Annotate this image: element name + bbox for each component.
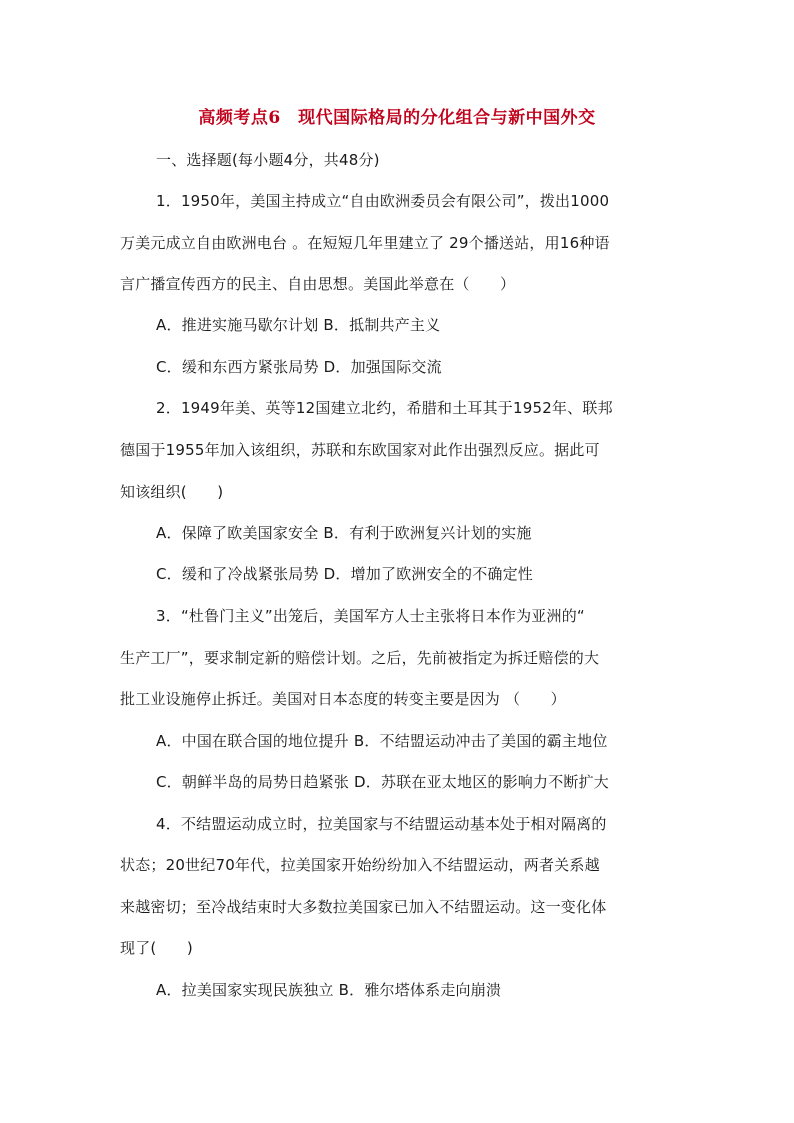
question-4-options-ab: A．拉美国家实现民族独立 B．雅尔塔体系走向崩溃 (156, 981, 502, 999)
question-1-line-3: 言广播宣传西方的民主、自由思想。美国此举意在（ ） (120, 275, 516, 293)
question-2-line-2: 德国于1955年加入该组织，苏联和东欧国家对此作出强烈反应。据此可 (120, 441, 600, 459)
page-title: 高频考点6 现代国际格局的分化组合与新中国外交 (198, 108, 596, 128)
question-3-line-1: 3．“杜鲁门主义”出笼后，美国军方人士主张将日本作为亚洲的“ (156, 607, 585, 625)
question-1-line-2: 万美元成立自由欧洲电台 。在短短几年里建立了 29个播送站，用16种语 (120, 234, 610, 252)
question-2-options-ab: A．保障了欧美国家安全 B．有利于欧洲复兴计划的实施 (156, 524, 532, 542)
question-3-line-2: 生产工厂”，要求制定新的赔偿计划。之后，先前被指定为拆迁赔偿的大 (120, 649, 600, 667)
question-4-line-2: 状态；20世纪70年代，拉美国家开始纷纷加入不结盟运动，两者关系越 (120, 856, 600, 874)
question-2-options-cd: C．缓和了冷战紧张局势 D．增加了欧洲安全的不确定性 (156, 565, 533, 583)
question-3-options-cd: C．朝鲜半岛的局势日趋紧张 D．苏联在亚太地区的影响力不断扩大 (156, 773, 609, 791)
question-4-line-1: 4．不结盟运动成立时，拉美国家与不结盟运动基本处于相对隔离的 (156, 815, 607, 833)
question-1-options-ab: A．推进实施马歇尔计划 B．抵制共产主义 (156, 316, 441, 334)
question-2-line-3: 知该组织( ) (120, 483, 224, 501)
question-2-line-1: 2．1949年美、英等12国建立北约，希腊和土耳其于1952年、联邦 (156, 399, 613, 417)
question-4-line-3: 来越密切；至冷战结束时大多数拉美国家已加入不结盟运动。这一变化体 (120, 898, 607, 916)
question-3-options-ab: A．中国在联合国的地位提升 B．不结盟运动冲击了美国的霸主地位 (156, 732, 608, 750)
question-4-line-4: 现了( ) (120, 939, 193, 957)
question-1-options-cd: C．缓和东西方紧张局势 D．加强国际交流 (156, 358, 442, 376)
section-heading: 一、选择题(每小题4分，共48分) (156, 151, 380, 169)
question-3-line-3: 批工业设施停止拆迁。美国对日本态度的转变主要是因为 （ ） (120, 690, 566, 708)
question-1-line-1: 1．1950年，美国主持成立“自由欧洲委员会有限公司”，拨出1000 (156, 192, 610, 210)
